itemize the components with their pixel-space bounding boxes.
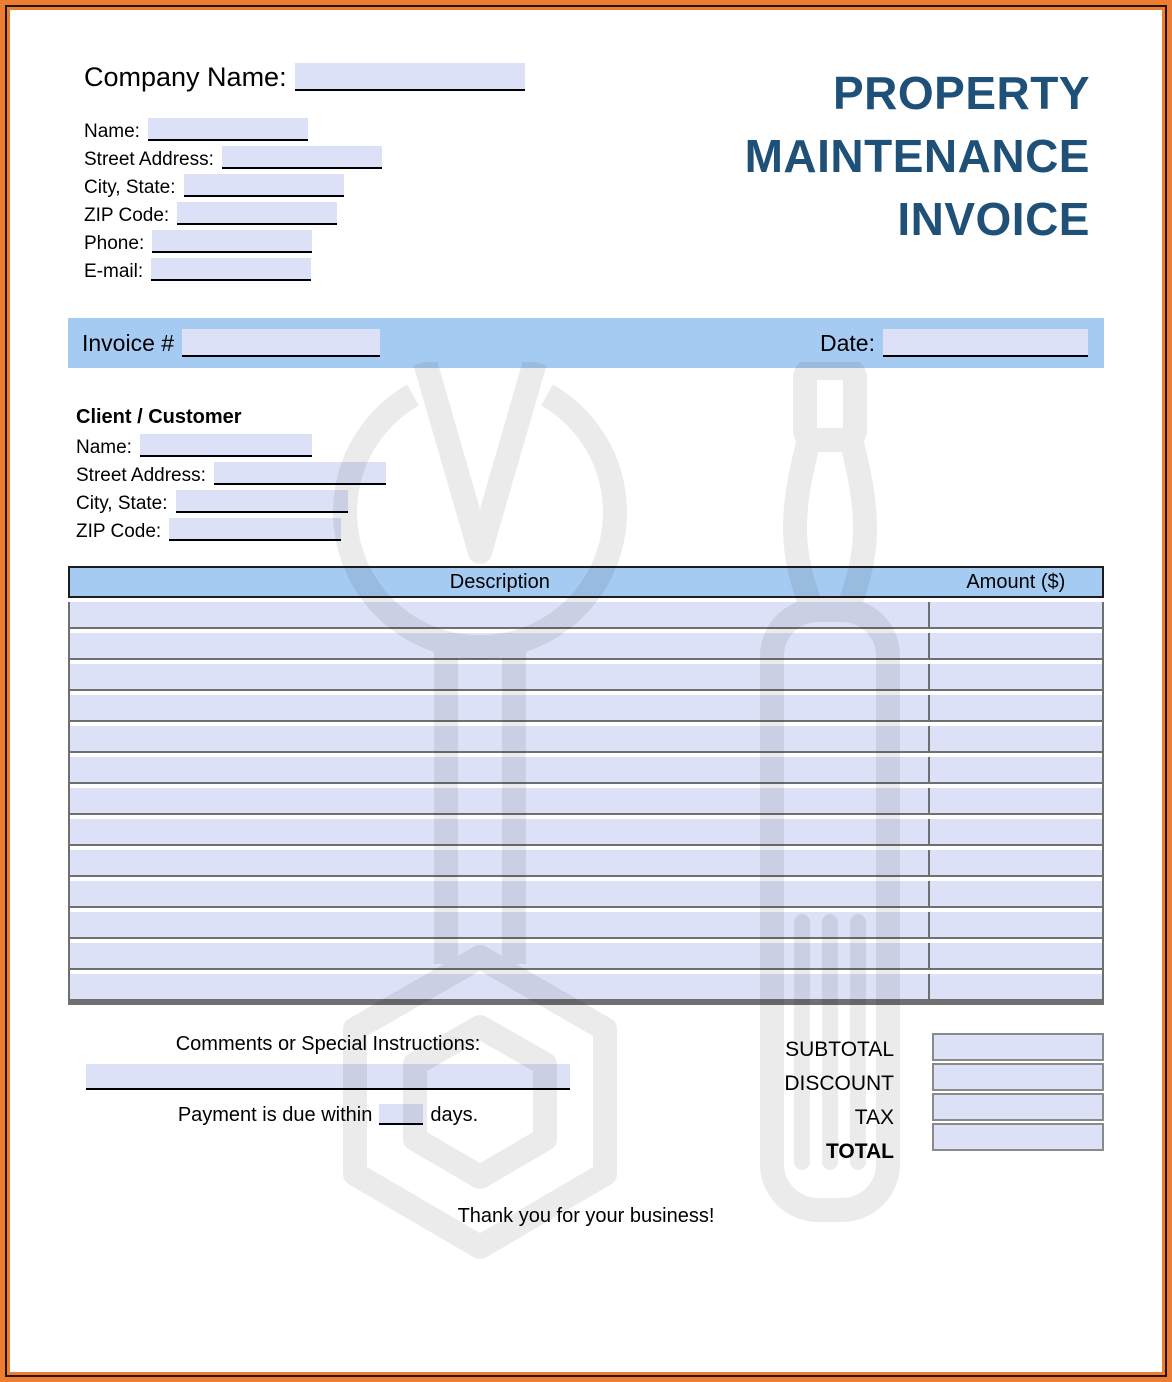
- company-street-address-label: Street Address:: [84, 149, 214, 170]
- company-info-block: [84, 62, 525, 286]
- total-value-cell[interactable]: [932, 1123, 1104, 1151]
- comments-block: [86, 1033, 570, 1127]
- client-street-address-label: Street Address:: [76, 465, 206, 486]
- amount-cell[interactable]: [930, 788, 1102, 813]
- table-row: [70, 819, 1102, 846]
- description-cell[interactable]: [70, 850, 930, 875]
- invoice-number-input[interactable]: [182, 329, 380, 357]
- company-name-input[interactable]: [295, 63, 525, 91]
- description-cell[interactable]: [70, 974, 930, 999]
- table-row: [70, 695, 1102, 722]
- company-field-line: [84, 146, 525, 174]
- table-row: [70, 974, 1102, 1001]
- description-cell[interactable]: [70, 757, 930, 782]
- thank-you-message: Thank you for your business!: [457, 1205, 715, 1227]
- company-name-line: [84, 62, 525, 102]
- table-body: [68, 602, 1104, 1005]
- company-field-line: [84, 230, 525, 258]
- invoice-date-input[interactable]: [883, 329, 1088, 357]
- company-name-input[interactable]: [148, 118, 308, 141]
- amount-cell[interactable]: [930, 695, 1102, 720]
- client-street-address-input[interactable]: [214, 462, 386, 485]
- description-cell[interactable]: [70, 602, 930, 627]
- amount-cell[interactable]: [930, 850, 1102, 875]
- company-name-label: Company Name:: [84, 62, 287, 92]
- client-field-line: [76, 462, 1104, 490]
- line-item-table: [68, 566, 1104, 1005]
- company-zip-code-label: ZIP Code:: [84, 205, 170, 226]
- description-cell[interactable]: [70, 881, 930, 906]
- description-cell[interactable]: [70, 943, 930, 968]
- table-header-row: [68, 566, 1104, 598]
- amount-cell[interactable]: [930, 819, 1102, 844]
- client-field-line: [76, 434, 1104, 462]
- payment-text-before: Payment is due within: [177, 1104, 373, 1126]
- table-row: [70, 881, 1102, 908]
- client-heading: Client / Customer: [76, 406, 242, 428]
- company-e-mail-input[interactable]: [151, 258, 311, 281]
- table-row: [70, 850, 1102, 877]
- amount-cell[interactable]: [930, 943, 1102, 968]
- discount-value-cell[interactable]: [932, 1063, 1104, 1091]
- amount-cell[interactable]: [930, 881, 1102, 906]
- description-cell[interactable]: [70, 726, 930, 751]
- table-row: [70, 788, 1102, 815]
- description-cell[interactable]: [70, 788, 930, 813]
- subtotal-label: SUBTOTAL: [785, 1038, 894, 1061]
- amount-cell[interactable]: [930, 664, 1102, 689]
- table-row: [70, 633, 1102, 660]
- client-zip-code-label: ZIP Code:: [76, 521, 162, 542]
- description-cell[interactable]: [70, 664, 930, 689]
- company-field-line: [84, 174, 525, 202]
- discount-label: DISCOUNT: [784, 1072, 894, 1095]
- title-line-1: PROPERTY: [832, 67, 1090, 119]
- invoice-date-label: Date:: [820, 330, 875, 356]
- company-phone-label: Phone:: [84, 233, 145, 254]
- page-frame-orange-inner: [7, 7, 1165, 1375]
- amount-cell[interactable]: [930, 974, 1102, 999]
- invoice-number-group: [82, 329, 380, 357]
- company-city-state-input[interactable]: [184, 174, 344, 197]
- top-section: [68, 62, 1104, 286]
- amount-cell[interactable]: [930, 633, 1102, 658]
- invoice-date-group: [820, 329, 1088, 357]
- amount-cell[interactable]: [930, 602, 1102, 627]
- client-field-line: [76, 490, 1104, 518]
- title-line-2: MAINTENANCE: [744, 130, 1090, 182]
- totals-cells: [932, 1033, 1104, 1169]
- company-zip-code-input[interactable]: [177, 202, 337, 225]
- comments-input[interactable]: [86, 1064, 570, 1090]
- client-city-state-input[interactable]: [176, 490, 348, 513]
- client-city-state-label: City, State:: [76, 493, 168, 514]
- title-line-3: INVOICE: [897, 193, 1090, 245]
- amount-column-header: Amount ($): [966, 570, 1066, 593]
- tax-value-cell[interactable]: [932, 1093, 1104, 1121]
- company-name-label: Name:: [84, 121, 140, 142]
- company-field-line: [84, 202, 525, 230]
- company-street-address-input[interactable]: [222, 146, 382, 169]
- comments-heading: Comments or Special Instructions:: [175, 1033, 481, 1055]
- page-frame-dark: [5, 5, 1167, 1377]
- company-field-line: [84, 118, 525, 146]
- table-row: [70, 912, 1102, 939]
- client-fields: [76, 434, 1104, 546]
- description-cell[interactable]: [70, 633, 930, 658]
- description-cell[interactable]: [70, 912, 930, 937]
- payment-days-input[interactable]: [379, 1104, 423, 1125]
- subtotal-value-cell[interactable]: [932, 1033, 1104, 1061]
- amount-cell[interactable]: [930, 757, 1102, 782]
- amount-cell[interactable]: [930, 726, 1102, 751]
- table-row: [70, 757, 1102, 784]
- company-field-line: [84, 258, 525, 286]
- company-city-state-label: City, State:: [84, 177, 176, 198]
- bottom-section: [68, 1033, 1104, 1169]
- invoice-page: [10, 10, 1162, 1372]
- client-field-line: [76, 518, 1104, 546]
- client-name-input[interactable]: [140, 434, 312, 457]
- totals-labels: [784, 1033, 894, 1169]
- client-block: [76, 406, 1104, 546]
- company-phone-input[interactable]: [152, 230, 312, 253]
- totals-block: [784, 1033, 1104, 1169]
- total-label: TOTAL: [825, 1140, 894, 1163]
- invoice-bar: [68, 318, 1104, 368]
- company-e-mail-label: E-mail:: [84, 261, 144, 282]
- client-zip-code-input[interactable]: [169, 518, 341, 541]
- payment-terms-line: [86, 1104, 570, 1127]
- table-row: [70, 602, 1102, 629]
- tax-label: TAX: [854, 1106, 894, 1129]
- description-cell[interactable]: [70, 695, 930, 720]
- table-row: [70, 943, 1102, 970]
- payment-text-after: days.: [430, 1104, 479, 1126]
- invoice-number-label: Invoice #: [82, 330, 175, 356]
- document-title: [745, 62, 1090, 251]
- client-name-label: Name:: [76, 437, 132, 458]
- table-row: [70, 664, 1102, 691]
- company-fields: [84, 118, 525, 286]
- table-row: [70, 726, 1102, 753]
- description-column-header: Description: [449, 570, 550, 593]
- description-cell[interactable]: [70, 819, 930, 844]
- amount-cell[interactable]: [930, 912, 1102, 937]
